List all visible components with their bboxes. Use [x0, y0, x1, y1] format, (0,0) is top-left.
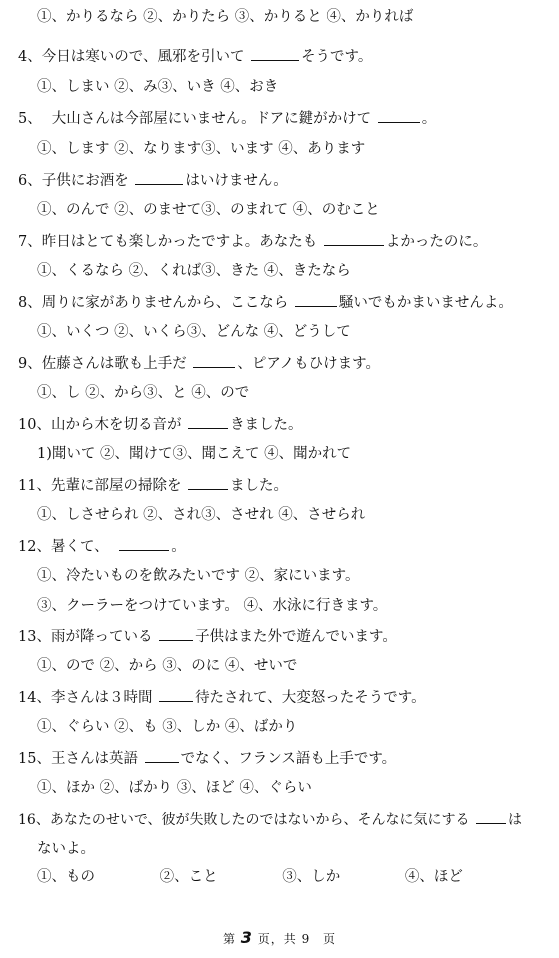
question-number: 6、 [18, 173, 42, 189]
question-text-after: よかったのに。 [385, 234, 488, 250]
answer-blank[interactable] [159, 626, 193, 641]
question-text: 、あなたのせいで、彼が失敗したのではないから、そんなに気にする [35, 812, 470, 828]
option-1: ①、もの [37, 869, 95, 885]
question-number: 10、 [18, 417, 51, 433]
question-13 [18, 626, 559, 647]
question-14-options: ①、ぐらい ②、も ③、しか ④、ばかり [37, 719, 298, 735]
question-number: 4、 [18, 49, 42, 65]
question-15-options: ①、ほか ②、ばかり ③、ほど ④、ぐらい [37, 780, 312, 796]
question-4 [18, 46, 559, 67]
answer-blank[interactable] [135, 170, 183, 185]
answer-blank[interactable] [295, 292, 337, 307]
question-number: 9、 [18, 356, 42, 372]
question-text: 大山さんは今部屋にいません。ドアに鍵がかけて [51, 111, 372, 127]
question-9-options: ①、し ②、から③、と ④、ので [37, 385, 250, 401]
question-16-options [37, 867, 559, 887]
question-text-after: きました。 [230, 417, 303, 433]
question-11 [18, 475, 559, 496]
question-text: 昨日はとても楽しかったですよ。あなたも [41, 234, 318, 250]
question-8 [18, 292, 559, 313]
question-text: 山から木を切る音が [50, 417, 182, 433]
question-text-after: 騒いでもかまいませんよ。 [338, 295, 513, 311]
question-11-options: ①、しさせられ ②、され③、させれ ④、させられ [37, 507, 366, 523]
option-4: ④、ほど [404, 869, 463, 885]
question-12 [18, 536, 559, 557]
question-5-options: ①、します ②、なります③、います ④、あります [37, 141, 366, 157]
answer-blank[interactable] [324, 231, 384, 246]
question-6 [18, 170, 559, 191]
question-text: 周りに家がありませんから、ここなら [41, 295, 289, 311]
question-text-after: は [508, 812, 522, 828]
question-number: 13、 [18, 629, 51, 645]
question-number: 12、 [18, 539, 51, 555]
answer-blank[interactable] [193, 353, 235, 368]
question-text-after: 待たされて、大変怒ったそうです。 [195, 690, 426, 706]
question-number: 7、 [18, 234, 42, 250]
answer-blank[interactable] [476, 809, 506, 824]
question-text-after: 。 [171, 539, 186, 555]
question-16-continuation: ないよ。 [37, 841, 95, 857]
option-3: ③、しか [282, 869, 341, 885]
question-15 [18, 748, 559, 769]
question-10 [18, 414, 559, 435]
question-number: 11、 [18, 478, 51, 494]
question-number: 14、 [18, 690, 51, 706]
question-text: 李さんは３時間 [50, 690, 153, 706]
question-8-options: ①、いくつ ②、いくら③、どんな ④、どうして [37, 324, 351, 340]
answer-blank[interactable] [188, 414, 228, 429]
question-10-options: 1)聞いて ②、聞けて③、聞こえて ④、聞かれて [37, 446, 352, 462]
footer-suffix: 页 [323, 932, 337, 946]
question-6-options: ①、のんで ②、のませて③、のまれて ④、のむこと [37, 202, 380, 218]
question-text: 王さんは英語 [50, 751, 138, 767]
question-text-after: 、ピアノもひけます。 [237, 356, 381, 372]
question-text: 先輩に部屋の掃除を [50, 478, 182, 494]
answer-blank[interactable] [378, 108, 420, 123]
answer-blank[interactable] [251, 46, 299, 61]
question-number: 15、 [18, 751, 51, 767]
answer-blank[interactable] [145, 748, 179, 763]
question-14 [18, 687, 559, 708]
question-text-after: 。 [421, 111, 437, 127]
question-4-options: ①、しまい ②、み③、いき ④、おき [37, 79, 279, 95]
q3-options: ①、かりるなら ②、かりたら ③、かりると ④、かりれば [37, 9, 414, 25]
answer-blank[interactable] [188, 475, 228, 490]
answer-blank[interactable] [119, 536, 169, 551]
question-text-after: でなく、フランス語も上手です。 [180, 751, 397, 767]
question-9 [18, 353, 559, 374]
question-text-after: 子供はまた外で遊んでいます。 [195, 629, 397, 645]
question-number: 5、 [18, 111, 42, 127]
footer-middle: 页，共 9 [257, 932, 311, 946]
option-2: ②、こと [159, 869, 218, 885]
question-text-after: ました。 [230, 478, 289, 494]
question-7 [18, 231, 559, 252]
question-number: 16 [18, 812, 36, 828]
question-12-options-row2: ③、クーラーをつけています。 ④、水泳に行きます。 [37, 598, 388, 614]
question-12-options: ①、冷たいものを飲みたいです ②、家にいます。 [37, 568, 360, 584]
question-text: 子供にお酒を [41, 173, 129, 189]
question-text-after: はいけません。 [185, 173, 288, 189]
page-footer [0, 928, 559, 947]
question-13-options: ①、ので ②、から ③、のに ④、せいで [37, 658, 298, 674]
question-number: 8、 [18, 295, 42, 311]
question-text: 佐藤さんは歌も上手だ [41, 356, 187, 372]
page-number: 3 [240, 928, 253, 947]
question-text: 今日は寒いので、風邪を引いて [41, 49, 245, 65]
question-5 [18, 108, 559, 129]
question-7-options: ①、くるなら ②、くれば③、きた ④、きたなら [37, 263, 351, 279]
question-text: 暑くて、 [50, 539, 109, 555]
question-text-after: そうです。 [301, 49, 373, 65]
question-16 [18, 809, 559, 830]
footer-prefix: 第 [222, 932, 236, 946]
question-text: 雨が降っている [50, 629, 153, 645]
answer-blank[interactable] [159, 687, 193, 702]
